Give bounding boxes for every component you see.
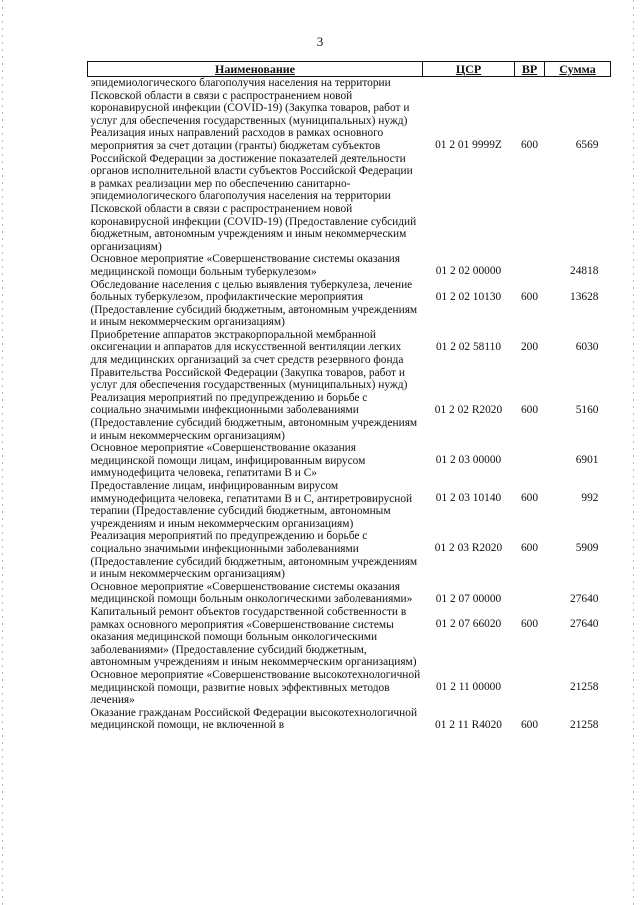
cell-vr: 600 [520, 718, 539, 731]
cell-vr: 600 [520, 492, 539, 504]
cell-csr: 01 2 03 R2020 [434, 542, 503, 555]
cell-vr: 600 [520, 403, 539, 416]
table-row [88, 530, 611, 580]
cell-vr: 600 [520, 290, 539, 303]
cell-csr: 01 2 02 R2020 [434, 403, 503, 416]
cell-name: Оказание гражданам Российской Федерации высокотехнологичной медицинской помощи, не включенной в [90, 706, 418, 732]
cell-name: Основное мероприятие «Совершенствование системы оказания медицинской помощи больным туберкулезом» [90, 253, 400, 278]
cell-vr [515, 442, 545, 480]
cell-sum: 27640 [570, 592, 599, 605]
cell-vr [515, 77, 545, 128]
cell-vr: 600 [520, 617, 539, 630]
cell-sum: 21258 [570, 680, 599, 693]
cell-name: Капитальный ремонт объектов государственной собственности в рамках основного мероприятия «Совершенствование системы оказания медицинской помощи больным онкологическими заболеваниями» (Предоставление субсидий бюджетным, автономным учреждениям и иным некоммерческим организациям) [90, 605, 417, 669]
cell-csr: 01 2 03 10140 [435, 492, 502, 504]
cell-csr: 01 2 07 00000 [435, 592, 502, 605]
right-page-edge [633, 0, 634, 905]
budget-table [87, 61, 611, 732]
cell-vr: 600 [520, 542, 539, 555]
cell-sum: 992 [581, 492, 599, 504]
header-name: Наименование [88, 62, 423, 77]
cell-vr [515, 253, 545, 278]
cell-name: Основное мероприятие «Совершенствование оказания медицинской помощи лицам, инфицированным вирусом иммунодефицита человека, гепатитами В и С» [90, 442, 366, 480]
cell-sum: 27640 [570, 617, 599, 630]
cell-vr: 600 [520, 139, 539, 152]
table-row [88, 442, 611, 480]
cell-csr [423, 77, 515, 128]
cell-name: Основное мероприятие «Совершенствование системы оказания медицинской помощи больным онкологическими заболеваниями» [90, 580, 413, 606]
cell-csr: 01 2 07 66020 [435, 617, 502, 630]
table-row [88, 329, 611, 392]
table-row [88, 279, 611, 329]
table-row [88, 77, 611, 128]
cell-name: Реализация мероприятий по предупреждению и борьбе с социально значимыми инфекционными заболеваниями (Предоставление субсидий бюджетным, автономным учреждениям и иным некоммерческим организациям) [90, 530, 418, 581]
table-header-row [88, 62, 611, 77]
header-sum: Сумма [545, 62, 611, 77]
cell-name: Реализация иных направлений расходов в рамках основного мероприятия за счет дотации (гранты) бюджетам субъектов Российской Федерации за достижение показателей деятельности органов исполнительной власти субъектов Российской Федерации в рамках реализации мер по обеспечению санитарно-эпидемиологического благополучия населения на территории Псковской области в связи с распространением новой коронавирусной инфекции (COVID-19) (Предоставление субсидий бюджетным, автономным учреждениям и иным некоммерческим организациям) [90, 127, 417, 253]
header-csr: ЦСР [423, 62, 515, 77]
cell-name: эпидемиологического благополучия населения на территории Псковской области в связи с распространением новой коронавирусной инфекции (COVID-19) (Закупка товаров, работ и услуг для обеспечения государственных (муниципальных) нужд) [90, 77, 410, 127]
cell-name: Основное мероприятие «Совершенствование высокотехнологичной медицинской помощи, развитие новых эффективных методов лечения» [90, 668, 421, 707]
left-page-edge [2, 0, 3, 905]
cell-sum: 6901 [575, 454, 599, 467]
cell-csr: 01 2 11 00000 [435, 680, 502, 693]
cell-sum: 13628 [570, 290, 599, 303]
cell-name: Реализация мероприятий по предупреждению и борьбе с социально значимыми инфекционными заболеваниями (Предоставление субсидий бюджетным, автономным учреждениям и иным некоммерческим организациям) [90, 391, 418, 442]
cell-sum [545, 77, 611, 128]
cell-csr: 01 2 02 58110 [435, 340, 502, 353]
cell-vr [515, 581, 545, 606]
cell-csr: 01 2 02 00000 [435, 265, 502, 278]
cell-csr: 01 2 01 9999Z [435, 139, 502, 152]
table-row [88, 127, 611, 253]
header-vr: ВР [515, 62, 545, 77]
table-row [88, 707, 611, 732]
cell-sum: 5909 [575, 542, 599, 555]
cell-vr [515, 669, 545, 707]
cell-name: Предоставление лицам, инфицированным вирусом иммунодефицита человека, гепатитами В и С, антиретровирусной терапии (Предоставление субсидий бюджетным, автономным учреждениям и иным некоммерческим организациям) [90, 480, 413, 530]
cell-sum: 6030 [575, 340, 599, 353]
cell-vr: 200 [520, 340, 539, 353]
cell-csr: 01 2 02 10130 [435, 290, 502, 303]
table-row [88, 392, 611, 442]
cell-name: Обследование населения с целью выявления туберкулеза, лечение больных туберкулезом, профилактические мероприятия (Предоставление субсидий бюджетным, автономным учреждениям и иным некоммерческим организациям) [90, 278, 418, 329]
cell-sum: 21258 [570, 718, 599, 731]
cell-sum: 24818 [570, 265, 599, 278]
page-number: 3 [316, 34, 324, 49]
cell-sum: 6569 [575, 139, 599, 152]
cell-csr: 01 2 11 R4020 [435, 718, 502, 731]
cell-name: Приобретение аппаратов экстракорпоральной мембранной оксигенации и аппаратов для искусственной вентиляции легких для медицинских организаций за счет средств резервного фонда Правительства Российской Федерации (Закупка товаров, работ и услуг для обеспечения государственных (муниципальных) нужд) [90, 328, 408, 392]
table-row [88, 253, 611, 278]
cell-csr: 01 2 03 00000 [435, 454, 502, 467]
cell-sum: 5160 [575, 403, 599, 416]
table-row [88, 606, 611, 669]
table-row [88, 480, 611, 530]
table-row [88, 669, 611, 707]
table-row [88, 581, 611, 606]
